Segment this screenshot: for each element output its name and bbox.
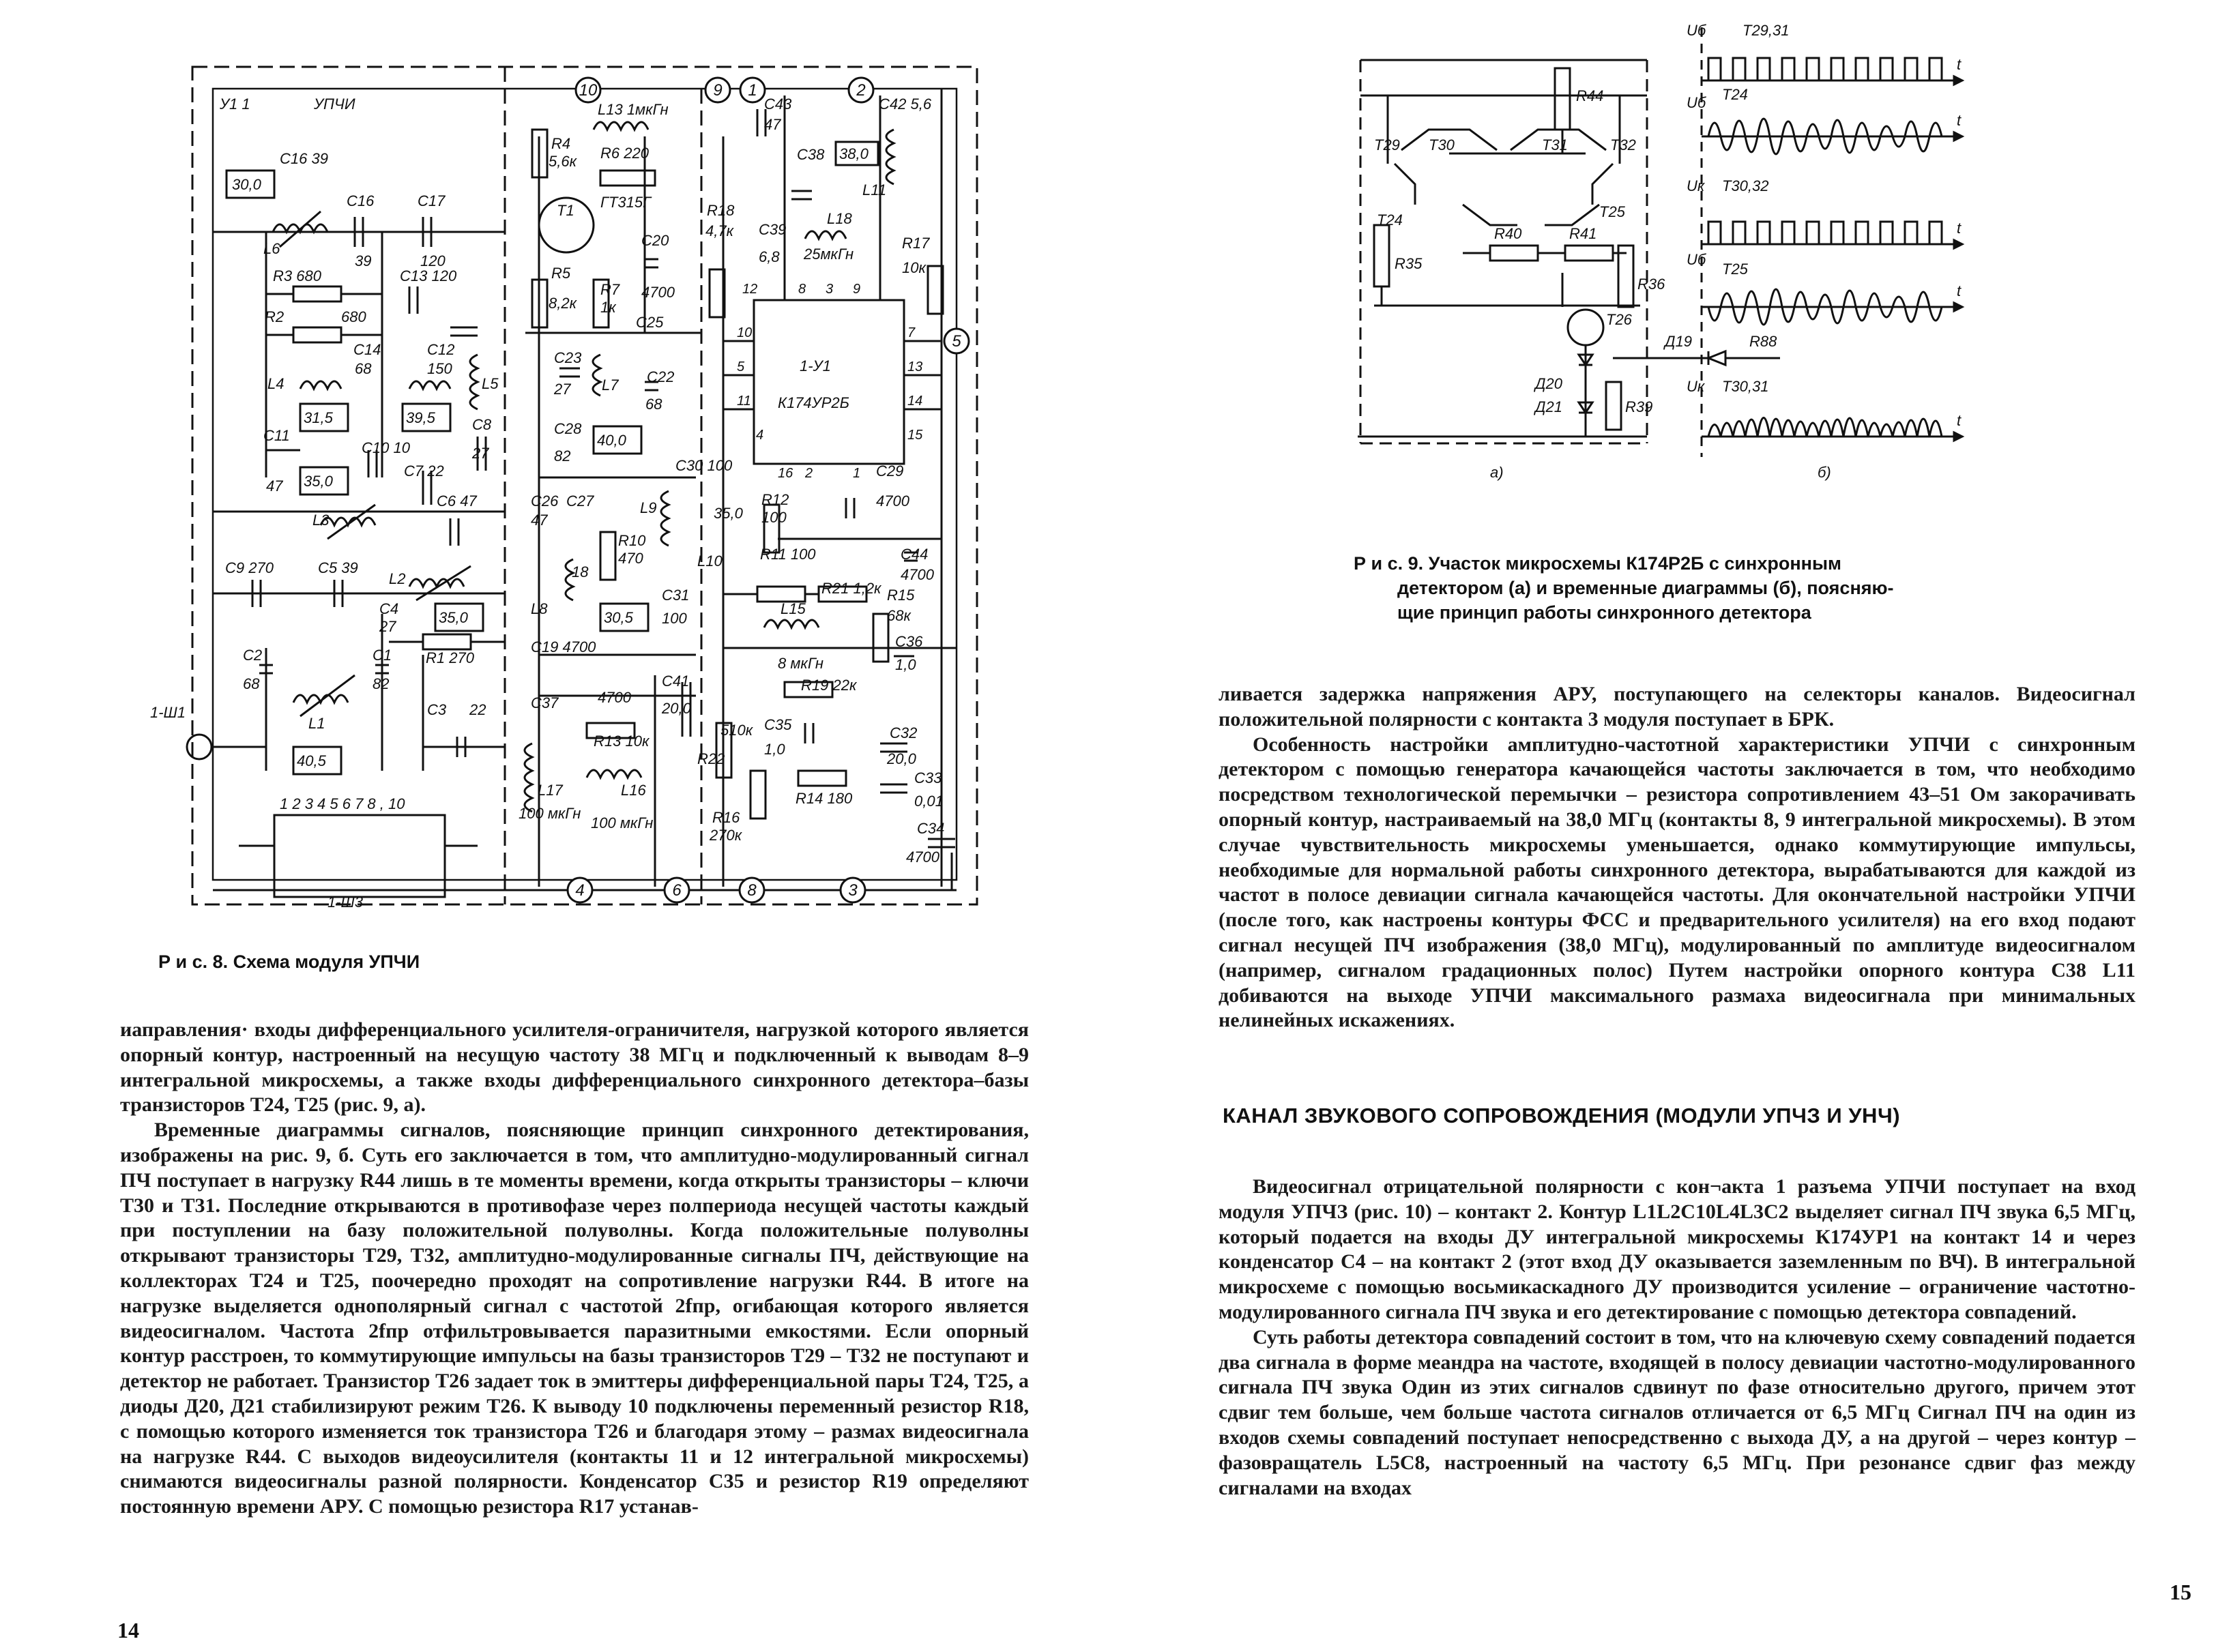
component-label: C23: [554, 349, 582, 366]
component-label: C35: [764, 716, 792, 733]
tune-box-label: 40,5: [297, 752, 326, 769]
pin-8: 8: [747, 881, 757, 900]
component-label: 68: [645, 396, 662, 413]
pin-1: 1: [748, 81, 757, 100]
figure-label: Д20: [1535, 375, 1562, 392]
page-number-right: 15: [2170, 1580, 2191, 1604]
figure-label: T24: [1377, 211, 1403, 228]
component-label: C10 10: [362, 439, 410, 456]
figure-label: R40: [1494, 225, 1522, 242]
component-label: 82: [554, 447, 571, 464]
tune-box-label: 35,0: [304, 473, 333, 490]
component-label: R21 1,2к: [821, 580, 881, 597]
ic-pin: 15: [907, 428, 923, 443]
component-label: C31: [662, 587, 690, 604]
component-label: 68к: [887, 607, 911, 624]
paragraph: Суть работы детектора совпадений состоит в том, что на ключевую схему совпадений подается два сигнала в форме меандра на частоте, входящей в полосу девиации частотно-модулированного сигнала ПЧ звука Один из этих сигналов сдвинут по фазе относительно другого, причем этот сдвиг тем больше, чем больше частота сигналов отличается от 6,5 МГц Сигнал ПЧ на один из входов схемы совпадений поступает непосредственно с выхода ДУ, а на другой – через контур – фазовращатель L5C8, настроенный на частоту 6,5 МГц. При резонансе сдвиг фаз между сигналами на входах: [1219, 1325, 2135, 1499]
component-label: 100: [761, 509, 787, 526]
page-number-left: 14: [117, 1618, 139, 1642]
component-label: C25: [636, 314, 664, 331]
component-label: C1: [373, 647, 392, 664]
component-label: R14 180: [796, 790, 853, 807]
component-label: R4: [551, 135, 571, 152]
component-label: 4700: [906, 849, 939, 866]
ic-pin: 1: [853, 466, 861, 481]
component-label: 8,2к: [549, 295, 577, 312]
component-label: R2: [265, 308, 285, 325]
tune-box-label: 35,0: [714, 505, 743, 522]
component-label: 680: [341, 308, 366, 325]
component-label: C11: [263, 427, 290, 444]
ic-pin: 14: [907, 394, 923, 409]
component-label: C9 270: [225, 559, 274, 576]
figure-label: Uк: [1687, 378, 1705, 395]
component-label: L1: [308, 715, 325, 732]
ic-pin: 10: [737, 325, 753, 340]
component-label: C30 100: [675, 457, 733, 474]
component-label: C26: [531, 492, 559, 510]
component-label: 47: [764, 116, 781, 133]
component-label: C5 39: [318, 559, 358, 576]
component-label: R22: [697, 750, 725, 767]
figure-sublabel-a: а): [1490, 464, 1504, 481]
figure-label: R36: [1637, 276, 1665, 293]
component-label: C8: [472, 416, 492, 433]
figure-label: Д21: [1535, 398, 1562, 415]
component-label: 10к: [902, 259, 926, 276]
component-label: C14: [353, 341, 381, 358]
component-label: C44: [901, 546, 929, 563]
component-label: 4700: [876, 492, 909, 510]
figure-label: t: [1957, 282, 1962, 299]
ic-pin: 12: [742, 282, 758, 297]
component-label: C22: [647, 368, 675, 385]
component-label: R10: [618, 532, 646, 549]
figure-label: T24: [1722, 86, 1748, 103]
figure-label: T25: [1722, 261, 1748, 278]
component-label: 47: [531, 512, 548, 529]
figure-label: T26: [1606, 311, 1632, 328]
component-label: 1к: [600, 299, 616, 316]
figure-label: R39: [1625, 398, 1653, 415]
tune-box-label: 35,0: [439, 609, 468, 626]
component-label: 5,6к: [549, 153, 577, 170]
pin-10: 10: [579, 81, 598, 100]
figure-label: R41: [1569, 225, 1597, 242]
component-label: C41: [662, 673, 690, 690]
component-label: L18: [827, 210, 852, 227]
ic-pin: 5: [737, 359, 745, 374]
ic-pin: 16: [778, 466, 793, 481]
figure-label: T25: [1599, 203, 1625, 220]
tune-box-label: 30,0: [232, 176, 261, 193]
component-label: C38: [797, 146, 825, 163]
component-label: L3: [312, 512, 330, 529]
input-connector: 1-Ш1: [150, 704, 186, 721]
figure-label: T31: [1542, 136, 1568, 153]
component-label: 27: [472, 445, 489, 462]
component-label: 68: [355, 360, 372, 377]
right-page: [1108, 0, 2216, 1652]
component-label: C37: [531, 694, 559, 711]
tune-box-label: 30,5: [604, 609, 633, 626]
pin-5: 5: [952, 332, 961, 351]
pin-2: 2: [856, 81, 866, 100]
component-label: L10: [697, 552, 723, 570]
component-label: 0,01: [914, 793, 944, 810]
component-label: C17: [418, 192, 446, 209]
component-label: R1 270: [426, 649, 474, 666]
ic-pin: 4: [756, 428, 764, 443]
component-label: R18: [707, 202, 735, 219]
figure-label: R44: [1576, 87, 1604, 104]
figure-label: Uб: [1687, 94, 1706, 111]
component-label: 510к: [720, 722, 753, 739]
component-label: L11: [862, 181, 887, 198]
component-label: R17: [902, 235, 930, 252]
paragraph: ливается задержка напряжения АРУ, поступающего на селекторы каналов. Видеосигнал положительной полярности с контакта 3 модуля поступает в БРК.: [1219, 683, 2135, 731]
component-label: 100: [662, 610, 687, 627]
component-label: 270к: [710, 827, 742, 844]
component-label: C28: [554, 420, 582, 437]
component-label: 4700: [641, 284, 675, 301]
ic-type: К174УР2Б: [778, 394, 849, 411]
component-label: L5: [482, 375, 499, 392]
component-label: C2: [243, 647, 263, 664]
component-label: R16: [712, 809, 740, 826]
transistor-ref: Т1: [557, 202, 574, 219]
right-body-text-bottom: [1219, 1175, 2135, 1501]
component-label: 47: [266, 477, 283, 495]
component-label: R12: [761, 491, 789, 508]
paragraph: Особенность настройки амплитудно-частотной характеристики УПЧИ с синхронным детектором с помощью генератора качающейся частоты заключается в том, что необходимо посредством технологической перемычки – резистора сопротивлением 43–51 Ом закорачивать опорный контур, настраиваемый на 38,0 МГц (контакты 8, 9 интегральной микросхемы). В этом случае чувствительность микросхемы уменьшается, однако коммутирующие импульсы, необходимые для нормальной работы синхронного детектора, вырабатываются для каждой из частот в полосе девиации сигнала качающейся частоты. Для окончательной настройки УПЧИ (после того, как настроены контуры ФСС и предварительного усилителя) на его вход подают сигнал несущей ПЧ изображения (38,0 МГц), модулированный по амплитуде видеосигналом (например, сигналом градационных полос) Путем настройки опорного контура С38 L11 добиваются на выходе УПЧИ максимального размаха видеосигнала при минимальных нелинейных искажениях.: [1219, 733, 2135, 1032]
ic-pin: 11: [737, 394, 751, 409]
component-label: C16: [347, 192, 375, 209]
figure-label: t: [1957, 112, 1962, 129]
component-label: C43: [764, 95, 792, 113]
component-label: L7: [602, 377, 619, 394]
figure-9-caption: [1354, 551, 1968, 625]
component-label: 470: [618, 550, 643, 567]
component-label: 20,0: [887, 750, 916, 767]
component-label: 150: [427, 360, 452, 377]
tune-box-label: 38,0: [839, 145, 869, 162]
component-label: C20: [641, 232, 669, 249]
component-label: 27: [554, 381, 571, 398]
component-label: 20,0: [662, 700, 691, 717]
component-label: C19 4700: [531, 638, 596, 655]
figure-9-diagram: [1108, 0, 2216, 505]
tune-box-label: 39,5: [406, 409, 435, 426]
component-label: L13 1мкГн: [598, 101, 669, 118]
figure-label: t: [1957, 412, 1962, 429]
paragraph: Временные диаграммы сигналов, поясняющие принцип синхронного детектирования, изображены на рис. 9, б. Суть его заключается в том, что амплитудно-модулированный сигнал ПЧ поступает в нагрузку R44 лишь в те моменты времени, когда открыты транзисторы – ключи Т30 и Т31. Последние открываются в противофазе через полпериода несущей частоты каждый при поступлении на базу положительной полуволны. Когда положительные полуволны открывают транзисторы Т29, Т32, амплитудно-модулированные сигналы ПЧ, действующие на коллекторах Т24 и Т25, поочередно проходят на сопротивление нагрузки R44. В итоге на нагрузке выделяется однополярный сигнал с частотой 2fпр, огибающая которого является видеосигналом. Частота 2fпр отфильтровывается паразитными емкостями. Если опорный контур расстроен, то коммутирующие импульсы на базы транзисторов Т29 – Т32 не поступают и детектор не работает. Транзистор Т26 задает ток в эмиттеры дифференциальной пары Т24, Т25, а диоды Д20, Д21 стабилизируют режим Т26. К выводу 10 подключены переменный резистор R18, с помощью которого изменяется ток транзистора Т26 и благодаря этому – размах видеосигнала на нагрузке R44. С выходов видеоусилителя (контакты 11 и 12 интегральной микросхемы) снимаются видеосигналы разной полярности. Конденсатор С35 и резистор R19 определяют постоянную времени АРУ. С помощью резистора R17 устанав-: [120, 1119, 1029, 1518]
figure-8-caption: Р и с. 8. Схема модуля УПЧИ: [158, 952, 420, 972]
component-label: 100 мкГн: [591, 814, 654, 831]
ic-pin: 9: [853, 282, 861, 297]
component-label: C4: [379, 600, 399, 617]
figure-label: Uб: [1687, 22, 1706, 39]
ic-pin: 7: [907, 325, 916, 340]
pin-6: 6: [672, 881, 682, 900]
figure-label: Uб: [1687, 251, 1706, 268]
figure-label: t: [1957, 56, 1962, 73]
ic-ref: 1-У1: [800, 357, 831, 374]
component-label: C32: [890, 724, 918, 741]
component-label: 6,8: [759, 248, 780, 265]
component-label: C36: [895, 633, 923, 650]
component-label: L4: [267, 375, 285, 392]
figure-label: T32: [1610, 136, 1636, 153]
figure-label: Д19: [1665, 333, 1692, 350]
component-label: L6: [263, 240, 280, 257]
figure-label: T29,31: [1743, 22, 1790, 39]
component-label: L9: [640, 499, 657, 516]
component-label: L15: [781, 600, 806, 617]
component-label: R19 22к: [801, 677, 857, 694]
component-label: R11 100: [760, 546, 816, 563]
ic-pin: 2: [805, 466, 813, 481]
component-label: C33: [914, 769, 942, 786]
component-label: C13 120: [400, 267, 457, 284]
pin-9: 9: [713, 81, 723, 100]
component-label: 4,7к: [705, 222, 733, 239]
unit-name: УПЧИ: [314, 95, 355, 113]
component-label: 4700: [901, 566, 934, 583]
component-label: 25мкГн: [804, 246, 854, 263]
component-label: C42 5,6: [879, 95, 932, 113]
component-label: C29: [876, 462, 904, 480]
schematic-upchi: [0, 0, 1108, 928]
pin-3: 3: [848, 881, 858, 900]
component-label: 39: [355, 252, 372, 269]
component-label: 8 мкГн: [778, 655, 823, 672]
component-label: 4700: [598, 689, 631, 706]
figure-label: T29: [1374, 136, 1400, 153]
output-connector-pins: 1 2 3 4 5 6 7 8 , 10: [280, 795, 405, 812]
component-label: 18: [572, 563, 589, 580]
component-label: C12: [427, 341, 455, 358]
component-label: L2: [389, 570, 406, 587]
component-label: C7 22: [404, 462, 444, 480]
tune-box-label: 40,0: [597, 432, 626, 449]
component-label: C3: [427, 701, 447, 718]
component-label: L16: [621, 782, 646, 799]
caption-line: щие принцип работы синхронного детектора: [1397, 602, 1811, 623]
component-label: 27: [379, 618, 396, 635]
ic-pin: 13: [907, 359, 923, 374]
component-label: R7: [600, 281, 620, 298]
figure-label: T30: [1429, 136, 1455, 153]
figure-label: R35: [1395, 255, 1423, 272]
ic-pin: 3: [826, 282, 834, 297]
component-label: 120: [420, 252, 446, 269]
pin-4: 4: [575, 881, 585, 900]
component-label: 82: [373, 675, 390, 692]
component-label: 68: [243, 675, 260, 692]
component-label: L17: [538, 782, 563, 799]
caption-line: детектором (а) и временные диаграммы (б), поясняю-: [1397, 578, 1894, 598]
paragraph: Видеосигнал отрицательной полярности с кон¬акта 1 разъема УПЧИ поступает на вход модуля УПЧЗ (рис. 10) – контакт 2. Контур L1L2C10L4L3C2 выделяет сигнал ПЧ звука 6,5 МГц, который подается на входы ДУ интегральной микросхемы К174УР1 на контакт 14 и через конденсатор С4 – на контакт 2 (этот вход ДУ оказывается заземленным по ВЧ). В интегральной микросхеме с помощью восьмикаскадного ДУ производится усиление – ограничение частотно-модулированного сигнала ПЧ звука и его детектирование с помощью детектора совпадений.: [1219, 1175, 2135, 1323]
figure-label: T30,31: [1722, 378, 1769, 395]
component-label: 100 мкГн: [519, 805, 581, 822]
section-heading: КАНАЛ ЗВУКОВОГО СОПРОВОЖДЕНИЯ (МОДУЛИ УПЧЗ И УНЧ): [1223, 1104, 1901, 1127]
component-label: C6 47: [437, 492, 477, 510]
ic-pin: 8: [798, 282, 806, 297]
component-label: R6 220: [600, 145, 649, 162]
tune-box-label: 31,5: [304, 409, 333, 426]
figure-sublabel-b: б): [1818, 464, 1831, 481]
output-connector: 1-Ш3: [327, 894, 364, 911]
paragraph: иаправления· входы дифференциального усилителя-ограничителя, нагрузкой которого является опорный контур, настроенный на несущую частоту 38 МГц и подключенный к выводам 8–9 интегральной микросхемы, а также входы дифференциального синхронного детектора–базы транзисторов Т24, Т25 (рис. 9, а).: [120, 1018, 1029, 1117]
component-label: C39: [759, 221, 787, 238]
figure-label: T30,32: [1722, 177, 1769, 194]
figure-label: t: [1957, 220, 1962, 237]
left-body-text: [120, 1018, 1029, 1520]
component-label: R3 680: [273, 267, 321, 284]
component-label: R5: [551, 265, 571, 282]
transistor-type: ГТ315Г: [600, 194, 652, 211]
right-body-text-top: [1219, 682, 2135, 1033]
component-label: 22: [469, 701, 486, 718]
component-label: R13 10к: [594, 733, 650, 750]
component-label: C34: [917, 820, 945, 837]
unit-code: У1 1: [220, 95, 250, 113]
caption-line: Р и с. 9. Участок микросхемы К174Р2Б с синхронным: [1354, 553, 1841, 574]
component-label: C16 39: [280, 150, 328, 167]
component-label: R15: [887, 587, 915, 604]
component-label: 1,0: [895, 656, 916, 673]
figure-label: R88: [1749, 333, 1777, 350]
figure-label: Uк: [1687, 177, 1705, 194]
component-label: L8: [531, 600, 548, 617]
component-label: C27: [566, 492, 594, 510]
component-label: 1,0: [764, 741, 785, 758]
